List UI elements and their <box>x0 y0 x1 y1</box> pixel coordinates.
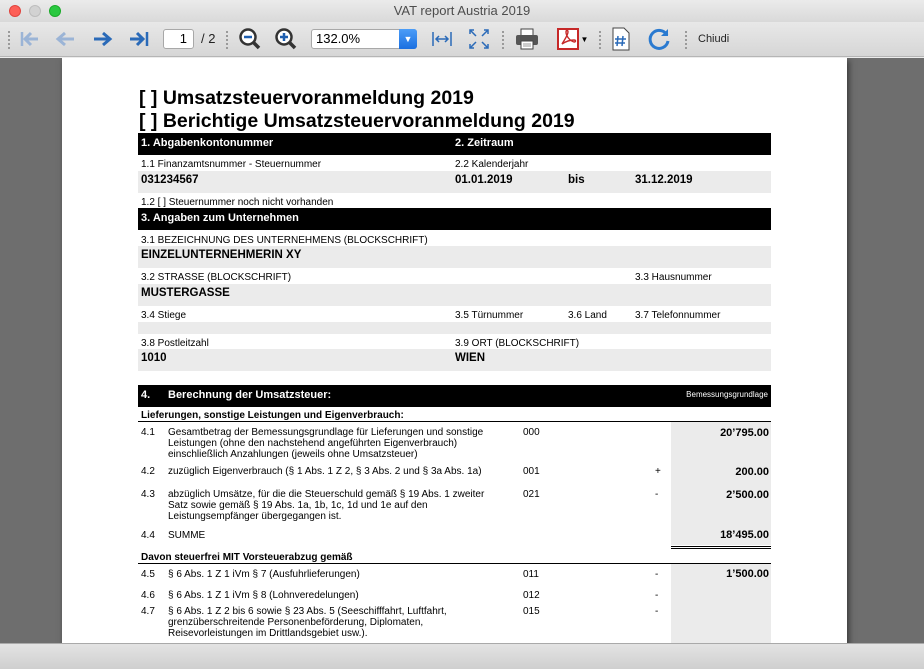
label-2-2: 2.2 Kalenderjahr <box>455 159 529 170</box>
value-3-2: MUSTERGASSE <box>141 287 230 299</box>
row-4-6-num: 4.6 <box>141 590 155 601</box>
next-page-button[interactable] <box>90 28 116 50</box>
pdf-icon <box>556 27 580 51</box>
maximize-window-button[interactable] <box>49 5 61 17</box>
print-button[interactable] <box>513 28 541 50</box>
refresh-icon <box>646 26 672 52</box>
printer-icon <box>514 27 540 51</box>
label-3-2: 3.2 STRASSE (BLOCKSCHRIFT) <box>141 272 292 283</box>
row-4-3-code: 021 <box>523 489 540 500</box>
arrow-right-icon <box>91 29 115 49</box>
toolbar-separator <box>599 31 601 49</box>
close-window-button[interactable] <box>9 5 21 17</box>
row-4-1-amount: 20’795.00 <box>720 427 769 439</box>
label-1-2: 1.2 [ ] Steuernummer noch nicht vorhanden <box>141 197 334 208</box>
window-titlebar <box>0 0 924 22</box>
fit-page-button[interactable] <box>467 28 491 50</box>
sum-underline <box>671 548 771 549</box>
date-from: 01.01.2019 <box>455 174 513 186</box>
row-4-6-code: 012 <box>523 590 540 601</box>
row-4-1-code: 000 <box>523 427 540 438</box>
row-4-5-text1: § 6 Abs. 1 Z 1 iVm § 7 (Ausfuhrlieferungen) <box>168 569 360 580</box>
row-4-3-text2: Satz sowie gemäß § 19 Abs. 1a, 1b, 1c, 1d und 1e auf den <box>168 500 428 511</box>
row-bg <box>138 284 771 306</box>
value-3-8: 1010 <box>141 352 167 364</box>
section-4-header <box>138 385 771 407</box>
row-4-3-text3: Leistungsempfänger übergegangen ist. <box>168 511 342 522</box>
document-page <box>62 58 847 643</box>
row-4-3-num: 4.3 <box>141 489 155 500</box>
page-count: / 2 <box>201 31 216 46</box>
section-3-title: 3. Angaben zum Unternehmen <box>141 212 299 224</box>
first-page-icon <box>18 29 42 49</box>
toolbar <box>0 22 924 57</box>
row-4-2-num: 4.2 <box>141 466 155 477</box>
row-4-5-amount: 1’500.00 <box>726 568 769 580</box>
zoom-in-icon <box>274 27 298 51</box>
section-1-title: 1. Abgabenkontonummer <box>141 137 274 149</box>
row-4-1-text3: einschließlich Anzahlungen (jeweils ohne Umsatzsteuer) <box>168 449 418 460</box>
label-3-7: 3.7 Telefonnummer <box>635 310 721 321</box>
section-4-sub2: Davon steuerfrei MIT Vorsteuerabzug gemäß <box>141 552 353 563</box>
label-3-6: 3.6 Land <box>568 310 607 321</box>
date-bis: bis <box>568 174 585 186</box>
row-4-2-code: 001 <box>523 466 540 477</box>
row-4-7-text2: grenzüberschreitende Personenbeförderung, Diplomaten, <box>168 617 424 628</box>
last-page-icon <box>127 29 151 49</box>
page-numbering-button[interactable] <box>609 28 633 50</box>
arrow-left-icon <box>53 29 77 49</box>
row-4-7-code: 015 <box>523 606 540 617</box>
value-1-1: 031234567 <box>141 174 199 186</box>
row-4-3-text1: abzüglich Umsätze, für die die Steuerschuld gemäß § 19 Abs. 1 zweiter <box>168 489 485 500</box>
previous-page-button[interactable] <box>52 28 78 50</box>
section-4-number: 4. <box>141 389 151 401</box>
document-viewer[interactable] <box>0 58 924 643</box>
row-4-2-text1: zuzüglich Eigenverbrauch (§ 1 Abs. 1 Z 2, § 3 Abs. 2 und § 3a Abs. 1a) <box>168 466 482 477</box>
fit-width-icon <box>431 28 453 50</box>
zoom-select[interactable] <box>311 29 417 49</box>
row-bg <box>138 322 771 334</box>
date-to: 31.12.2019 <box>635 174 693 186</box>
row-4-5-code: 011 <box>523 569 539 580</box>
toolbar-grip <box>8 31 10 49</box>
export-pdf-button[interactable] <box>554 28 590 50</box>
value-3-1: EINZELUNTERNEHMERIN XY <box>141 249 302 261</box>
section-4-sub1: Lieferungen, sonstige Leistungen und Eigenverbrauch: <box>141 410 404 421</box>
label-1-1: 1.1 Finanzamtsnummer - Steuernummer <box>141 159 322 170</box>
sum-underline <box>671 546 771 547</box>
section-2-title: 2. Zeitraum <box>455 137 514 149</box>
section-1-header <box>138 133 771 155</box>
label-3-5: 3.5 Türnummer <box>455 310 524 321</box>
toolbar-separator <box>226 31 228 49</box>
toolbar-separator <box>502 31 504 49</box>
row-4-1-num: 4.1 <box>141 427 155 438</box>
row-4-4-amount: 18’495.00 <box>720 529 769 541</box>
row-4-3-amount: 2’500.00 <box>726 489 769 501</box>
zoom-out-icon <box>238 27 262 51</box>
section-3-header <box>138 208 771 230</box>
label-3-1: 3.1 BEZEICHNUNG DES UNTERNEHMENS (BLOCKSCHRIFT) <box>141 235 428 246</box>
value-3-9: WIEN <box>455 352 486 364</box>
zoom-in-button[interactable] <box>273 28 299 50</box>
toolbar-separator <box>685 31 687 49</box>
row-4-7-text3: Reisevorleistungen im Drittlandsgebiet usw.). <box>168 628 368 639</box>
row-4-1-text1: Gesamtbetrag der Bemessungsgrundlage für Lieferungen und sonstige <box>168 427 484 438</box>
doc-title-1: [ ] Umsatzsteuervoranmeldung 2019 <box>139 87 474 109</box>
section-4-right-label: Bemessungsgrundlage <box>686 390 768 399</box>
traffic-lights <box>9 5 61 17</box>
first-page-button[interactable] <box>17 28 43 50</box>
amount-column-bg <box>671 422 771 545</box>
row-4-7-text1: § 6 Abs. 1 Z 2 bis 6 sowie § 23 Abs. 5 (Seeschifffahrt, Luftfahrt, <box>168 606 447 617</box>
status-bar <box>0 643 924 669</box>
doc-title-2: [ ] Berichtige Umsatzsteuervoranmeldung 2019 <box>139 110 575 132</box>
row-4-2-amount: 200.00 <box>735 466 769 478</box>
row-4-7-num: 4.7 <box>141 606 155 617</box>
row-4-3-sign: - <box>655 489 659 500</box>
label-3-3: 3.3 Hausnummer <box>635 272 712 283</box>
fit-page-icon <box>468 28 490 50</box>
row-4-1-text2: Leistungen (ohne den nachstehend angeführten Eigenverbrauch) <box>168 438 458 449</box>
label-3-9: 3.9 ORT (BLOCKSCHRIFT) <box>455 338 580 349</box>
row-4-2-sign: + <box>655 466 661 477</box>
row-4-6-text1: § 6 Abs. 1 Z 1 iVm § 8 (Lohnveredelungen) <box>168 590 359 601</box>
row-4-4-num: 4.4 <box>141 530 155 541</box>
page-number-input[interactable]: 1 <box>163 29 194 49</box>
window-title: VAT report Austria 2019 <box>393 3 531 18</box>
row-4-4-text1: SUMME <box>168 530 206 541</box>
chevron-down-icon: ▼ <box>399 29 417 49</box>
zoom-value: 132.0% <box>316 31 361 46</box>
zoom-out-button[interactable] <box>237 28 263 50</box>
fit-width-button[interactable] <box>430 28 454 50</box>
minimize-window-button[interactable] <box>29 5 41 17</box>
label-3-8: 3.8 Postleitzahl <box>141 338 209 349</box>
last-page-button[interactable] <box>126 28 152 50</box>
label-3-4: 3.4 Stiege <box>141 310 187 321</box>
row-4-7-sign: - <box>655 606 659 617</box>
refresh-button[interactable] <box>645 28 673 50</box>
chevron-down-icon: ▼ <box>580 34 589 44</box>
section-4-title: Berechnung der Umsatzsteuer: <box>168 389 332 401</box>
row-4-5-num: 4.5 <box>141 569 155 580</box>
hash-document-icon <box>611 27 631 51</box>
row-4-6-sign: - <box>655 590 659 601</box>
row-4-5-sign: - <box>655 569 659 580</box>
close-button[interactable]: Chiudi <box>698 33 730 45</box>
